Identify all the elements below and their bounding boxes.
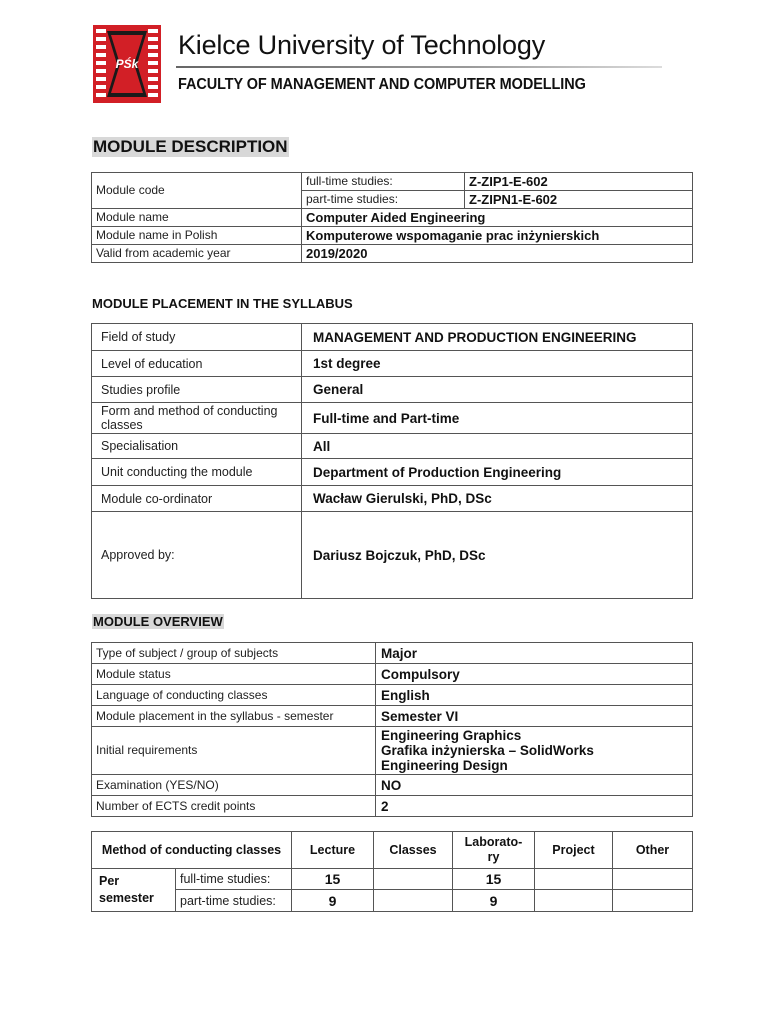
overview-value: Compulsory xyxy=(376,664,693,685)
placement-label: Form and method of conducting classes xyxy=(92,403,302,434)
module-name-pl-label: Module name in Polish xyxy=(92,227,302,245)
placement-value: Wacław Gierulski, PhD, DSc xyxy=(302,486,693,512)
header-divider xyxy=(176,66,662,68)
university-logo xyxy=(93,25,161,103)
column-header: Other xyxy=(613,832,693,869)
placement-label: Field of study xyxy=(92,324,302,351)
overview-value: NO xyxy=(376,775,693,796)
placement-label: Approved by: xyxy=(92,512,302,599)
overview-label: Module placement in the syllabus - semester xyxy=(92,706,376,727)
overview-value: Engineering Graphics Grafika inżynierska – SolidWorks Engineering Design xyxy=(376,727,693,775)
overview-label: Examination (YES/NO) xyxy=(92,775,376,796)
overview-label: Module status xyxy=(92,664,376,685)
placement-label: Level of education xyxy=(92,351,302,377)
module-name-pl: Komputerowe wspomaganie prac inżynierskich xyxy=(302,227,693,245)
column-header: Lecture xyxy=(292,832,374,869)
overview-value: English xyxy=(376,685,693,706)
hours-cell xyxy=(613,890,693,912)
logo-text: PŚk xyxy=(115,57,139,71)
module-code-label: Module code xyxy=(92,173,302,209)
column-header: Laborato- ry xyxy=(453,832,535,869)
placement-title: MODULE PLACEMENT IN THE SYLLABUS xyxy=(92,296,353,311)
valid-from: 2019/2020 xyxy=(302,245,693,263)
overview-label: Language of conducting classes xyxy=(92,685,376,706)
hours-cell xyxy=(535,890,613,912)
valid-from-label: Valid from academic year xyxy=(92,245,302,263)
hours-cell xyxy=(374,890,453,912)
full-time-label: full-time studies: xyxy=(302,173,465,191)
overview-label: Initial requirements xyxy=(92,727,376,775)
placement-label: Specialisation xyxy=(92,434,302,459)
overview-title: MODULE OVERVIEW xyxy=(93,614,223,629)
module-description-table xyxy=(91,172,693,263)
placement-label: Studies profile xyxy=(92,377,302,403)
part-time-label: part-time studies: xyxy=(302,191,465,209)
placement-value: 1st degree xyxy=(302,351,693,377)
placement-value: Full-time and Part-time xyxy=(302,403,693,434)
hours-cell: 9 xyxy=(453,890,535,912)
overview-value: Semester VI xyxy=(376,706,693,727)
hours-table xyxy=(91,831,693,912)
placement-value: MANAGEMENT AND PRODUCTION ENGINEERING xyxy=(302,324,693,351)
overview-label: Type of subject / group of subjects xyxy=(92,643,376,664)
full-time-label: full-time studies: xyxy=(176,869,292,890)
overview-table xyxy=(91,642,693,817)
placement-value: Dariusz Bojczuk, PhD, DSc xyxy=(302,512,693,599)
module-name-label: Module name xyxy=(92,209,302,227)
method-header: Method of conducting classes xyxy=(92,832,292,869)
placement-label: Module co-ordinator xyxy=(92,486,302,512)
hours-cell xyxy=(535,869,613,890)
overview-value: Major xyxy=(376,643,693,664)
hours-cell: 15 xyxy=(292,869,374,890)
university-name: Kielce University of Technology xyxy=(178,30,545,60)
placement-value: General xyxy=(302,377,693,403)
overview-label: Number of ECTS credit points xyxy=(92,796,376,817)
overview-value: 2 xyxy=(376,796,693,817)
hours-cell: 9 xyxy=(292,890,374,912)
part-time-label: part-time studies: xyxy=(176,890,292,912)
hours-cell: 15 xyxy=(453,869,535,890)
hours-cell xyxy=(374,869,453,890)
module-description-title: MODULE DESCRIPTION xyxy=(93,137,288,156)
placement-value: Department of Production Engineering xyxy=(302,459,693,486)
part-time-code: Z-ZIPN1-E-602 xyxy=(465,191,693,209)
placement-table xyxy=(91,323,693,599)
column-header: Classes xyxy=(374,832,453,869)
placement-label: Unit conducting the module xyxy=(92,459,302,486)
placement-value: All xyxy=(302,434,693,459)
faculty-name: FACULTY OF MANAGEMENT AND COMPUTER MODELLING xyxy=(178,76,586,94)
column-header: Project xyxy=(535,832,613,869)
module-name: Computer Aided Engineering xyxy=(302,209,693,227)
full-time-code: Z-ZIP1-E-602 xyxy=(465,173,693,191)
per-semester-label: Per semester xyxy=(92,869,176,912)
hours-cell xyxy=(613,869,693,890)
